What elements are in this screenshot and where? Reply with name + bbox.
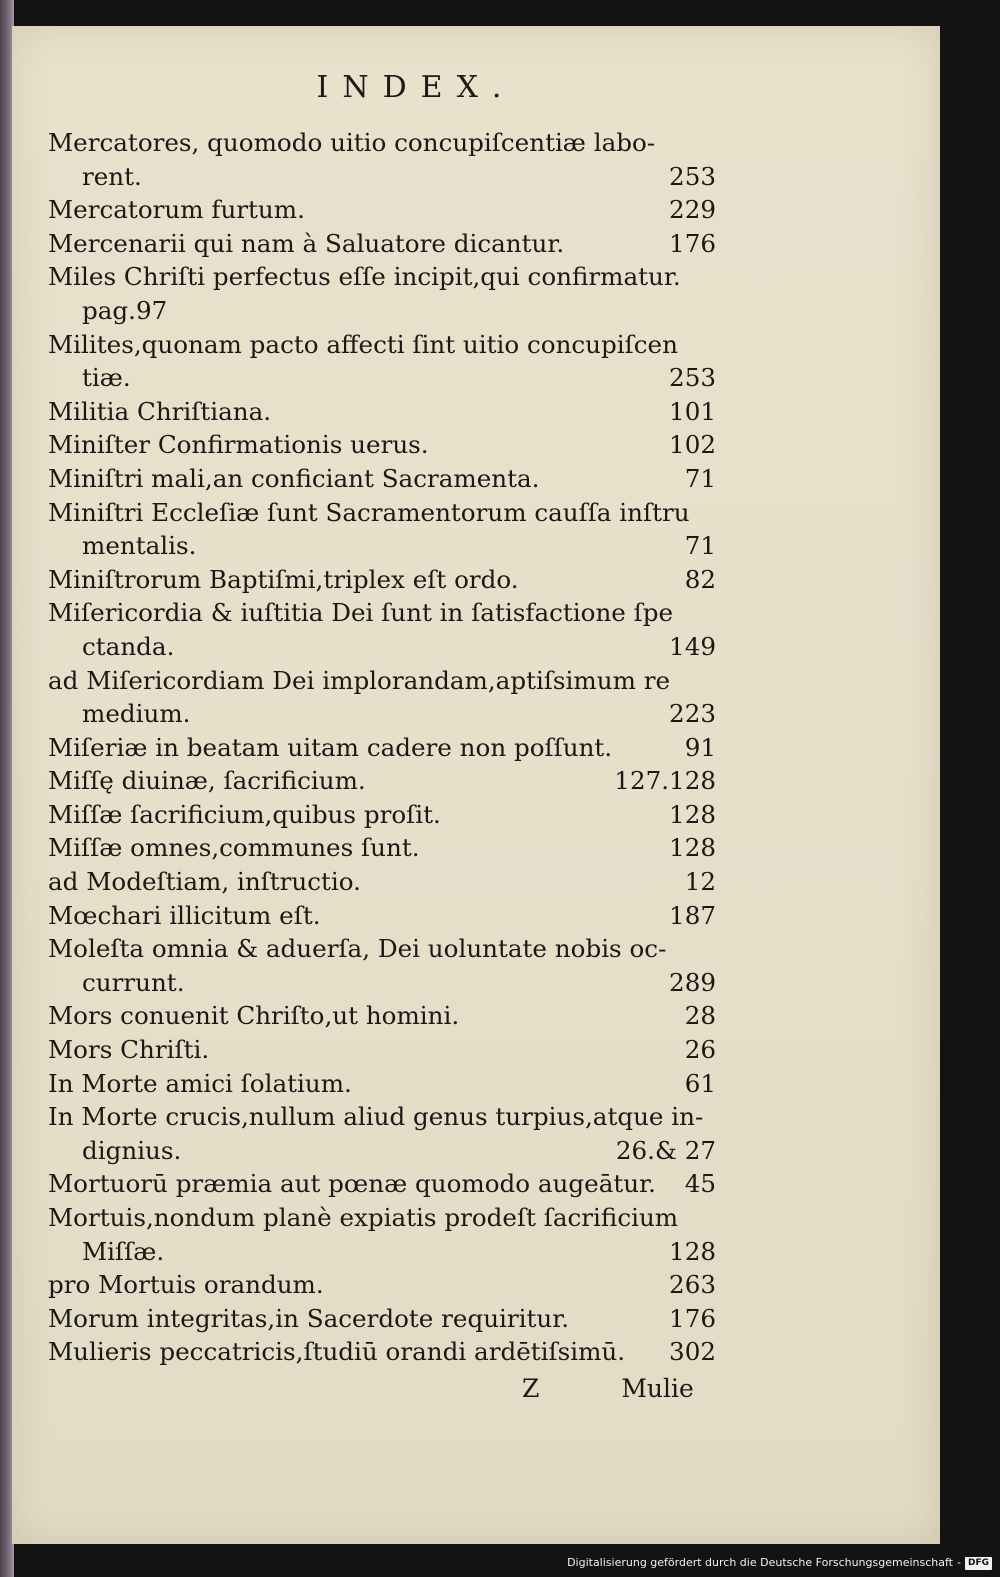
index-entry	[48, 1201, 716, 1268]
entry-continuation-line	[48, 697, 716, 731]
index-entry	[48, 395, 716, 429]
entry-page-number: 12	[684, 867, 716, 897]
entry-text: Moleſta omnia & aduerſa, Dei uoluntate nobis oc-	[48, 934, 667, 964]
index-entry	[48, 831, 716, 865]
entry-text: Mercenarii qui nam à Saluatore dicantur.	[48, 228, 565, 258]
entry-heading-line	[48, 932, 716, 966]
index-entry	[48, 462, 716, 496]
entry-heading-line	[48, 496, 716, 530]
entry-page-number: 263	[669, 1270, 716, 1300]
page-title: INDEX.	[316, 70, 516, 105]
entry-heading-line	[48, 126, 716, 160]
digitization-credit: Digitalisierung gefördert durch die Deutsche Forschungsgemeinschaft - DFG	[567, 1552, 992, 1574]
entry-heading-line	[48, 462, 716, 496]
entry-continuation-line	[48, 361, 716, 395]
entry-text: medium.	[82, 699, 191, 729]
index-entry	[48, 1268, 716, 1302]
index-entries	[48, 126, 716, 1369]
entry-page-number: 289	[669, 967, 716, 997]
entry-heading-line	[48, 428, 716, 462]
entry-page-number: 128	[669, 1236, 716, 1266]
entry-text: mentalis.	[82, 531, 197, 561]
entry-page-number: 71	[684, 463, 716, 493]
entry-text: Mortuorū præmia aut pœnæ quomodo augeātur.	[48, 1169, 656, 1199]
index-entry	[48, 865, 716, 899]
entry-page-number: 176	[669, 228, 716, 258]
index-entry	[48, 1033, 716, 1067]
entry-heading-line	[48, 395, 716, 429]
index-entry	[48, 227, 716, 261]
entry-text: Mortuis,nondum planè expiatis prodeſt ſacrificium	[48, 1203, 679, 1232]
index-entry	[48, 1302, 716, 1336]
entry-page-number: 128	[669, 799, 716, 829]
entry-page-number: 149	[669, 631, 716, 661]
entry-continuation-line	[48, 529, 716, 563]
entry-page-number: 102	[669, 430, 716, 460]
entry-continuation-line	[48, 1235, 716, 1269]
entry-heading-line	[48, 328, 716, 362]
credit-text: Digitalisierung gefördert durch die Deutsche Forschungsgemeinschaft	[567, 1556, 953, 1569]
entry-page-number: 71	[684, 531, 716, 561]
entry-page-number: 187	[669, 900, 716, 930]
index-entry	[48, 1100, 716, 1167]
entry-page-number: 45	[684, 1169, 716, 1199]
entry-text: dignius.	[82, 1135, 182, 1165]
entry-page-number: 176	[669, 1303, 716, 1333]
index-entry	[48, 496, 716, 563]
index-entry	[48, 260, 716, 327]
entry-text: Mors Chriſti.	[48, 1035, 210, 1065]
entry-page-number: 101	[669, 396, 716, 426]
entry-page-number: 91	[684, 732, 716, 762]
entry-text: currunt.	[82, 967, 185, 997]
index-entry	[48, 126, 716, 193]
index-entry	[48, 1167, 716, 1201]
entry-text: Mercatorum furtum.	[48, 195, 305, 225]
entry-text: Militia Chriſtiana.	[48, 396, 272, 426]
entry-text: Miſſę diuinæ, ſacrificium.	[48, 766, 366, 796]
entry-continuation-line	[48, 160, 716, 194]
index-entry	[48, 899, 716, 933]
index-entry	[48, 999, 716, 1033]
index-entry	[48, 596, 716, 663]
signature-mark: Z	[522, 1374, 540, 1403]
entry-page-number: 28	[684, 1001, 716, 1031]
entry-heading-line	[48, 1100, 716, 1134]
entry-heading-line	[48, 731, 716, 765]
entry-page-number: 26.& 27	[615, 1135, 716, 1165]
entry-text: Morum integritas,in Sacerdote requiritur.	[48, 1303, 570, 1333]
entry-heading-line	[48, 764, 716, 798]
entry-page-number: 253	[669, 161, 716, 191]
entry-text: Mors conuenit Chriſto,ut homini.	[48, 1001, 460, 1031]
index-entry	[48, 798, 716, 832]
entry-heading-line	[48, 1033, 716, 1067]
entry-page-number: 128	[669, 833, 716, 863]
entry-heading-line	[48, 1167, 716, 1201]
index-entry	[48, 932, 716, 999]
entry-page-number: 302	[669, 1337, 716, 1367]
entry-page-number: 229	[669, 195, 716, 225]
index-entry	[48, 1067, 716, 1101]
entry-page-number: 223	[669, 699, 716, 729]
entry-continuation-line	[48, 1134, 716, 1168]
index-entry	[48, 764, 716, 798]
entry-page-number	[708, 294, 716, 328]
entry-heading-line	[48, 1201, 716, 1235]
entry-text: pag.97	[82, 295, 168, 325]
entry-heading-line	[48, 999, 716, 1033]
entry-heading-line	[48, 1335, 716, 1369]
entry-continuation-line	[48, 966, 716, 1000]
index-entry	[48, 428, 716, 462]
entry-heading-line	[48, 1302, 716, 1336]
entry-heading-line	[48, 831, 716, 865]
entry-continuation-line	[48, 630, 716, 664]
entry-text: Miſſæ.	[82, 1236, 165, 1266]
entry-page-number: 61	[684, 1068, 716, 1098]
entry-heading-line	[48, 193, 716, 227]
entry-text: Mœchari illicitum eſt.	[48, 900, 321, 930]
index-entry	[48, 563, 716, 597]
entry-text: Miniſtrorum Baptiſmi,triplex eſt ordo.	[48, 564, 519, 594]
entry-heading-line	[48, 1067, 716, 1101]
entry-heading-line	[48, 664, 716, 698]
entry-text: Miniſter Confirmationis uerus.	[48, 430, 429, 460]
entry-page-number: 82	[684, 564, 716, 594]
entry-page-number: 26	[684, 1035, 716, 1065]
entry-heading-line	[48, 596, 716, 630]
entry-heading-line	[48, 865, 716, 899]
entry-text: Miniſtri Eccleſiæ ſunt Sacramentorum cauſſa inſtru	[48, 497, 690, 527]
book-page	[12, 26, 940, 1544]
entry-text: ctanda.	[82, 631, 175, 661]
entry-text: Miles Chriſti perfectus eſſe incipit,qui confirmatur.	[48, 262, 681, 292]
entry-text: ad Miſericordiam Dei implorandam,aptiſsimum re	[48, 665, 671, 695]
entry-text: In Morte crucis,nullum aliud genus turpius,atque in-	[48, 1102, 704, 1132]
entry-heading-line	[48, 1268, 716, 1302]
entry-text: ad Modeſtiam, inſtructio.	[48, 867, 361, 897]
dfg-logo: DFG	[965, 1557, 992, 1570]
catchword: Mulie	[621, 1374, 694, 1403]
entry-text: Mulieris peccatricis,ſtudiū orandi ardētiſsimū.	[48, 1337, 626, 1367]
index-entry	[48, 328, 716, 395]
entry-text: pro Mortuis orandum.	[48, 1270, 324, 1300]
entry-text: tiæ.	[82, 363, 131, 393]
entry-text: Milites,quonam pacto affecti ſint uitio concupiſcen	[48, 329, 678, 359]
entry-text: Miniſtri mali,an conficiant Sacramenta.	[48, 463, 540, 493]
index-entry	[48, 1335, 716, 1369]
entry-heading-line	[48, 260, 716, 294]
index-entry	[48, 731, 716, 765]
entry-continuation-line	[48, 294, 716, 328]
entry-heading-line	[48, 227, 716, 261]
entry-text: Mercatores, quomodo uitio concupiſcentiæ labo-	[48, 128, 656, 157]
entry-text: Miſeriæ in beatam uitam cadere non poſſunt.	[48, 732, 613, 762]
index-entry	[48, 664, 716, 731]
entry-text: Miſericordia & iuſtitia Dei ſunt in ſatisfactione ſpe	[48, 598, 674, 628]
page-footer	[522, 1374, 694, 1403]
entry-heading-line	[48, 563, 716, 597]
entry-text: In Morte amici ſolatium.	[48, 1068, 352, 1098]
entry-heading-line	[48, 798, 716, 832]
entry-page-number: 127.128	[614, 766, 716, 796]
entry-text: rent.	[82, 161, 142, 191]
entry-page-number: 253	[669, 363, 716, 393]
index-entry	[48, 193, 716, 227]
entry-heading-line	[48, 899, 716, 933]
entry-text: Miſſæ omnes,communes ſunt.	[48, 833, 420, 863]
entry-text: Miſſæ ſacrificium,quibus proſit.	[48, 799, 441, 829]
